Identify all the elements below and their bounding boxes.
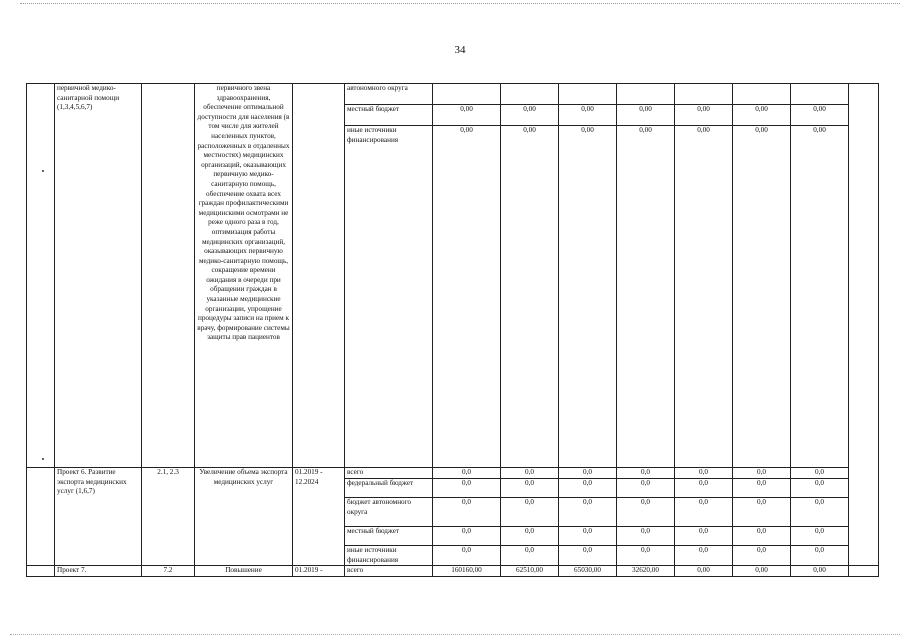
cell-value: 0,0: [791, 468, 849, 479]
cell-value: 0,0: [675, 527, 733, 546]
cell-value: 65030,00: [559, 566, 617, 577]
cell-value: 0,0: [433, 468, 501, 479]
cell-number: [27, 84, 55, 468]
cell-value: 160160,00: [433, 566, 501, 577]
cell-value: 0,00: [791, 105, 849, 126]
cell-source: всего: [345, 566, 433, 577]
cell-description: Повышение: [195, 566, 293, 577]
cell-value: 0,00: [617, 105, 675, 126]
cell-value: 0,0: [433, 527, 501, 546]
cell-value: 0,00: [791, 566, 849, 577]
scan-top-edge: [20, 3, 900, 4]
cell-value: 0,00: [675, 105, 733, 126]
cell-margin: [849, 566, 879, 577]
cell-value: 0,00: [675, 566, 733, 577]
cell-value: 0,0: [433, 479, 501, 498]
cell-value: 0,0: [501, 546, 559, 566]
cell-source: местный бюджет: [345, 527, 433, 546]
cell-value: 0,00: [733, 126, 791, 468]
cell-value: 0,0: [433, 498, 501, 527]
cell-value: 0,0: [675, 546, 733, 566]
cell-value: 0,0: [675, 498, 733, 527]
cell-value: 0,0: [791, 546, 849, 566]
cell-value: 0,0: [791, 498, 849, 527]
cell-value: 0,0: [501, 498, 559, 527]
cell-period: 01.2019 - 12.2024: [293, 468, 345, 566]
cell-value: 0,0: [501, 479, 559, 498]
cell-value: 0,0: [559, 479, 617, 498]
table-row: [27, 566, 879, 577]
cell-margin: [849, 84, 879, 566]
cell-value: 0,0: [733, 468, 791, 479]
cell-description: Увеличение объема экспорта медицинских услуг: [195, 468, 293, 566]
cell-code: 2.1, 2.3: [142, 468, 195, 566]
cell-value: 0,0: [617, 468, 675, 479]
cell-project-name: Проект 7.: [55, 566, 142, 577]
cell-value: 0,0: [733, 479, 791, 498]
cell-source: автономного округа: [345, 84, 433, 105]
cell-source: иные источники финансирования: [345, 126, 433, 468]
cell-value: 0,00: [733, 105, 791, 126]
cell-period: 01.2019 -: [293, 566, 345, 577]
cell-value: 0,0: [791, 479, 849, 498]
table-row: [27, 468, 879, 479]
cell-source: иные источники финансирования: [345, 546, 433, 566]
cell-source: бюджет автономного округа: [345, 498, 433, 527]
cell-value: 0,00: [559, 126, 617, 468]
cell-value: 0,00: [501, 105, 559, 126]
cell-value: 62510,00: [501, 566, 559, 577]
cell-value: 0,0: [559, 546, 617, 566]
cell-value: 0,0: [559, 498, 617, 527]
cell-value: 0,0: [617, 546, 675, 566]
cell-value: 0,0: [791, 527, 849, 546]
cell-value: 0,0: [675, 479, 733, 498]
cell-value: 0,0: [733, 527, 791, 546]
cell-source: всего: [345, 468, 433, 479]
cell-value: 0,0: [733, 498, 791, 527]
cell-value: 0,00: [617, 126, 675, 468]
financing-table: [26, 83, 879, 577]
cell-value: 0,0: [433, 546, 501, 566]
cell-value: 0,00: [559, 105, 617, 126]
cell-source: местный бюджет: [345, 105, 433, 126]
cell-description: первичного звена здравоохранения, обеспечение оптимальной доступности для населения (в том числе для жителей населенных пунктов, расположенных в отдаленных местностях) медицинских организаций, оказывающих первичную медико-санитарную помощь, обеспечение охвата всех граждан профилактическими медицинскими осмотрами не реже одного раза в год, оптимизация работы медицинских организаций, оказывающих первичную медико-санитарную помощь, сокращение времени ожидания в очереди при обращении граждан в указанные медицинские организации, упрощение процедуры записи на прием к врачу, формирование системы защиты прав пациентов: [195, 84, 293, 468]
cell-value: 0,00: [433, 126, 501, 468]
cell-value: 0,0: [733, 546, 791, 566]
cell-value: 0,0: [559, 527, 617, 546]
cell-value: 0,00: [501, 126, 559, 468]
cell-number: [27, 566, 55, 577]
cell-value: 32620,00: [617, 566, 675, 577]
cell-code: [142, 84, 195, 468]
cell-value: 0,0: [617, 527, 675, 546]
cell-period: [293, 84, 345, 468]
scan-bottom-edge: [10, 634, 900, 635]
cell-project-name: Проект 6. Развитие экспорта медицинских услуг (1,6,7): [55, 468, 142, 566]
cell-value: 0,0: [559, 468, 617, 479]
cell-source: федеральный бюджет: [345, 479, 433, 498]
table-row: [27, 84, 879, 105]
cell-project-name: первичной медико-санитарной помощи (1,3,4,5,6,7): [55, 84, 142, 468]
cell-value: 0,00: [733, 566, 791, 577]
page-number: 34: [454, 44, 466, 56]
cell-value: 0,00: [433, 105, 501, 126]
cell-value: 0,0: [617, 479, 675, 498]
cell-number: [27, 468, 55, 566]
cell-value: 0,0: [675, 468, 733, 479]
cell-value: 0,0: [501, 527, 559, 546]
cell-code: 7.2: [142, 566, 195, 577]
cell-value: 0,00: [675, 126, 733, 468]
cell-value: 0,0: [501, 468, 559, 479]
cell-value: 0,00: [791, 126, 849, 468]
cell-value: 0,0: [617, 498, 675, 527]
